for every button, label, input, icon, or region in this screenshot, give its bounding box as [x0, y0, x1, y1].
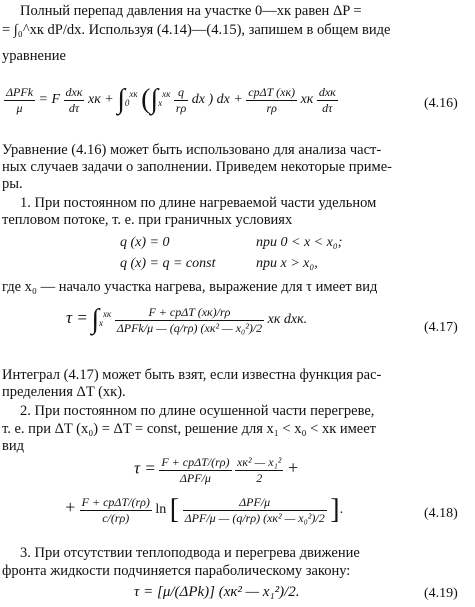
eq-term: xк — [300, 92, 314, 108]
paragraph-line: Интеграл (4.17) может быть взят, если известна функция рас- — [2, 367, 382, 383]
paragraph-line: ных случаев задачи о заполнении. Приведем некоторые приме- — [2, 159, 392, 175]
integral-lower-limit: 0 — [124, 98, 130, 109]
eq-fraction-numerator: F + cpΔT (xк)/rρ — [115, 305, 264, 321]
paragraph-line: вид — [2, 438, 24, 454]
integral-upper-limit: xк — [162, 89, 171, 100]
equation-number: (4.16) — [424, 96, 458, 111]
boundary-condition-range: при x > x₀, — [256, 256, 318, 271]
eq-term: dx ) dx + — [191, 92, 243, 108]
eq-term: + — [64, 497, 77, 518]
paragraph-line: 3. При отсутствии теплоподвода и перегрева движение — [20, 545, 360, 561]
equation-number: (4.17) — [424, 320, 458, 335]
eq-term: xк dxк. — [267, 312, 308, 328]
paragraph-line: ры. — [2, 176, 23, 192]
integral-upper-limit: xк — [102, 309, 112, 320]
bracket-close: ] — [330, 494, 340, 525]
eq-fraction-numerator: xк² — x₁² — [237, 455, 282, 469]
eq-fraction-numerator: cpΔT (xк) — [248, 84, 296, 99]
eq-fraction-denominator: rρ — [266, 100, 277, 115]
eq-fraction-denominator: c/(rρ) — [102, 510, 130, 525]
eq-fraction-denominator: dτ — [68, 100, 80, 115]
paragraph-line: уравнение — [2, 48, 66, 64]
boundary-condition-lhs: q (x) = q = const — [120, 256, 216, 271]
paragraph-line: Уравнение (4.16) может быть использовано для анализа част- — [2, 142, 382, 158]
equation-4-19: τ = [μ/(ΔPk)] (xк² — x₁²)/2. — [134, 584, 300, 600]
paragraph-line: 1. При постоянном по длине нагреваемой части удельном — [20, 195, 377, 211]
eq-fraction-numerator: dxк — [65, 84, 83, 99]
eq-term: = F — [38, 92, 61, 108]
eq-period: . — [339, 502, 344, 518]
eq-term: τ = — [134, 458, 156, 478]
paragraph-line: т. е. при ΔT (x₀) = ΔT = const, решение для x₁ < x₀ < xк имеет — [2, 421, 377, 437]
eq-term: xк + — [87, 92, 114, 108]
integral-lower-limit: x — [98, 318, 103, 329]
eq-term: + — [286, 457, 300, 478]
paragraph-line: = ∫₀^xк dP/dx. Используя (4.14)—(4.15), запишем в общем виде — [2, 22, 391, 38]
integral-sign: ∫ — [91, 304, 99, 335]
paragraph-line: пределения ΔT (xк). — [2, 384, 126, 400]
paragraph-line: тепловом потоке, т. е. при граничных условиях — [2, 212, 293, 228]
eq-fraction-denominator: rρ — [175, 100, 187, 115]
integral-sign: ∫ — [150, 84, 159, 115]
paragraph-line: фронта жидкости подчиняется параболическому закону: — [2, 563, 351, 579]
eq-fraction-denominator: 2 — [256, 471, 263, 485]
integral-upper-limit: xк — [129, 89, 138, 100]
paragraph-line: где x₀ — начало участка нагрева, выражение для τ имеет вид — [2, 279, 378, 295]
paren-open: ( — [141, 84, 151, 115]
eq-fraction-denominator: ΔPF/μ — (q/rρ) (xк² — x₀²)/2 — [184, 510, 325, 525]
eq-fraction-denominator: dτ — [322, 100, 333, 115]
eq-fraction-numerator: ΔPF/μ — [183, 495, 327, 511]
eq-fraction-numerator: ΔPFk — [6, 84, 34, 99]
eq-fraction-numerator: F + cpΔT/(rρ) — [81, 494, 150, 509]
equation-4-16 — [4, 84, 338, 116]
paragraph-line: Полный перепад давления на участке 0—xк равен ΔP = — [20, 3, 362, 19]
eq-fraction-numerator: dxк — [318, 84, 336, 99]
eq-term: τ = — [66, 308, 88, 328]
eq-fraction-denominator: ΔPF/μ — [179, 471, 211, 485]
equation-number: (4.19) — [424, 586, 458, 601]
eq-term: ln — [155, 502, 167, 518]
boundary-condition-range: при 0 < x < x₀; — [256, 235, 343, 250]
eq-fraction-denominator: ΔPFk/μ — (q/rρ) (xк² — x₀²)/2 — [116, 320, 263, 335]
eq-fraction-denominator: μ — [16, 100, 23, 115]
equation-4-17 — [66, 304, 307, 336]
integral-lower-limit: x — [158, 98, 163, 109]
eq-fraction-numerator: q — [174, 85, 188, 101]
integral-sign: ∫ — [117, 84, 125, 115]
bracket-open: [ — [169, 494, 180, 525]
equation-4-18-line-2 — [64, 494, 343, 526]
equation-number: (4.18) — [424, 506, 458, 521]
boundary-condition-lhs: q (x) = 0 — [120, 235, 170, 250]
eq-fraction-numerator: F + cpΔT/(rρ) — [161, 455, 230, 469]
equation-4-18-line-1 — [134, 455, 299, 486]
paragraph-line: 2. При постоянном по длине осушенной части перегреве, — [20, 403, 375, 419]
